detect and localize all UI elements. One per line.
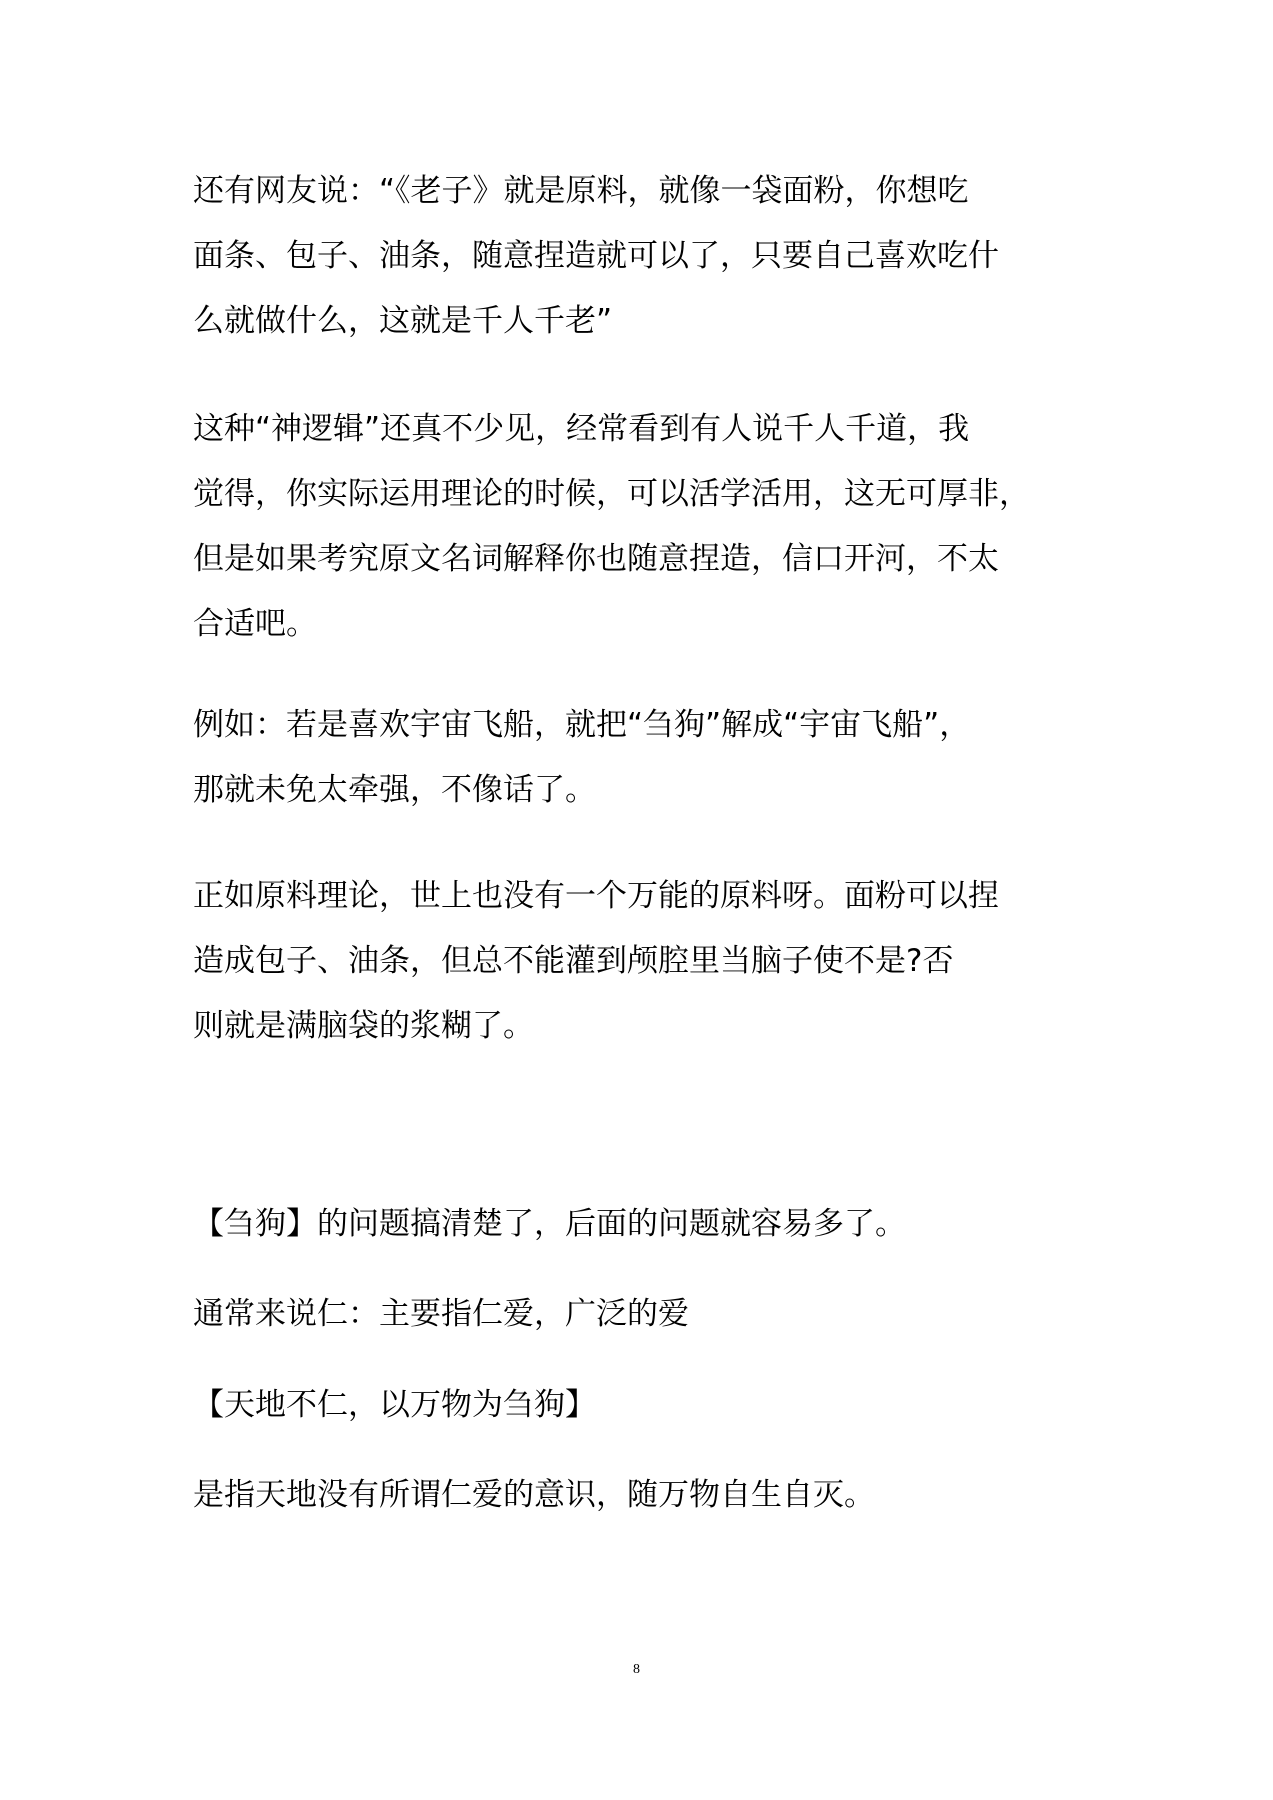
text-line: 通常来说仁：主要指仁爱，广泛的爱 bbox=[193, 1296, 689, 1332]
text-line: 面条、包子、油条，随意捏造就可以了，只要自己喜欢吃什 bbox=[193, 238, 999, 274]
text-line: 么就做什么，这就是千人千老” bbox=[193, 303, 613, 339]
text-line: 【刍狗】的问题搞清楚了，后面的问题就容易多了。 bbox=[193, 1206, 906, 1242]
text-line: 是指天地没有所谓仁爱的意识，随万物自生自灭。 bbox=[193, 1477, 875, 1513]
text-line: 例如：若是喜欢宇宙飞船，就把“刍狗”解成“宇宙飞船”， bbox=[193, 707, 971, 743]
paragraph-raw-material bbox=[193, 864, 1093, 1059]
text-line: 则就是满脑袋的浆糊了。 bbox=[193, 1008, 534, 1044]
paragraph-ren-definition bbox=[193, 1282, 1093, 1347]
paragraph-netizen-quote bbox=[193, 159, 1093, 354]
paragraph-chugou-clarified bbox=[193, 1192, 1093, 1257]
text-line: 合适吧。 bbox=[193, 606, 317, 642]
text-line: 但是如果考究原文名词解释你也随意捏造，信口开河，不太 bbox=[193, 541, 999, 577]
text-line: 造成包子、油条，但总不能灌到颅腔里当脑子使不是?否 bbox=[193, 943, 954, 979]
text-line: 那就未免太牵强，不像话了。 bbox=[193, 772, 596, 808]
text-line: 这种“神逻辑”还真不少见，经常看到有人说千人千道，我 bbox=[193, 411, 970, 447]
text-line: 【天地不仁，以万物为刍狗】 bbox=[193, 1387, 596, 1423]
text-line: 还有网友说：“《老子》就是原料，就像一袋面粉，你想吃 bbox=[193, 173, 969, 209]
text-line: 觉得，你实际运用理论的时候，可以活学活用，这无可厚非， bbox=[193, 476, 1030, 512]
text-line: 正如原料理论，世上也没有一个万能的原料呀。面粉可以捏 bbox=[193, 878, 999, 914]
page-number: 8 bbox=[633, 1662, 640, 1677]
paragraph-divine-logic bbox=[193, 397, 1093, 657]
paragraph-example bbox=[193, 693, 1093, 823]
paragraph-explanation bbox=[193, 1463, 1093, 1528]
paragraph-quotation-heading bbox=[193, 1373, 1093, 1438]
